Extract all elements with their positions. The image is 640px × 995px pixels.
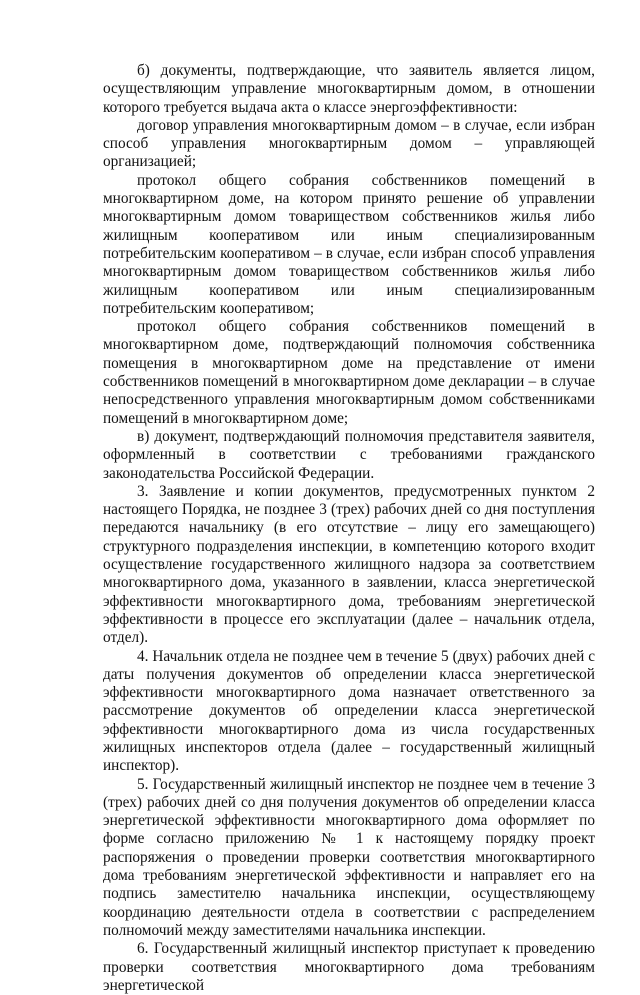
paragraph-v-representative: в) документ, подтверждающий полномочия представителя заявителя, оформленный в соответствии с требованиями гражданского законодательства Российской Федерации. (103, 427, 595, 482)
paragraph-item-4: 4. Начальник отдела не позднее чем в течение 5 (двух) рабочих дней с даты получения документов об определении класса энергетической эффективности многоквартирного дома назначает ответственного за рассмотрение документов об определении класса энергетической эффективности многоквартирного дома из числа государственных жилищных инспекторов отдела (далее – государственный жилищный инспектор). (103, 647, 595, 775)
paragraph-meeting-protocol-hoa: протокол общего собрания собственников помещений в многоквартирном доме, на котором принято решение об управлении многоквартирным домом товариществом собственников жилья либо жилищным кооперативом или иным специализированным потребительским кооперативом – в случае, если избран способ управления многоквартирным домом товариществом собственников жилья либо жилищным кооперативом или иным специализированным потребительским кооперативом; (103, 171, 595, 317)
paragraph-item-3: 3. Заявление и копии документов, предусмотренных пунктом 2 настоящего Порядка, не позднее 3 (трех) рабочих дней со дня поступления передаются начальнику (в его отсутствие – лицу его замещающего) структурного подразделения инспекции, в компетенцию которого входит осуществление государственного жилищного надзора за соответствием многоквартирного дома, указанного в заявлении, класса энергетической эффективности многоквартирного дома, требованиям энергетической эффективности в процессе его эксплуатации (далее – начальник отдела, отдел). (103, 482, 595, 647)
paragraph-item-5: 5. Государственный жилищный инспектор не позднее чем в течение 3 (трех) рабочих дней со дня получения документов об определении класса энергетической эффективности многоквартирного дома оформляет по форме согласно приложению № 1 к настоящему порядку проект распоряжения о проведении проверки соответствия многоквартирного дома требованиям энергетической эффективности и направляет его на подпись заместителю начальника инспекции, осуществляющему координацию деятельности отдела в соответствии с распределением полномочий между заместителями начальника инспекции. (103, 775, 595, 939)
paragraph-management-contract: договор управления многоквартирным домом – в случае, если избран способ управления многоквартирным домом – управляющей организацией; (103, 116, 595, 171)
paragraph-meeting-protocol-owner: протокол общего собрания собственников помещений в многоквартирном доме, подтверждающий полномочия собственника помещения в многоквартирном доме на представление от имени собственников помещений в многоквартирном доме декларации – в случае непосредственного управления многоквартирным домом собственниками помещений в многоквартирном доме; (103, 318, 595, 427)
paragraph-b-documents: б) документы, подтверждающие, что заявитель является лицом, осуществляющим управление многоквартирным домом, в отношении которого требуется выдача акта о классе энергоэффективности: (103, 62, 595, 116)
document-body (103, 62, 595, 995)
paragraph-item-6: 6. Государственный жилищный инспектор приступает к проведению проверки соответствия многоквартирного дома требованиям энергетической (103, 940, 595, 994)
